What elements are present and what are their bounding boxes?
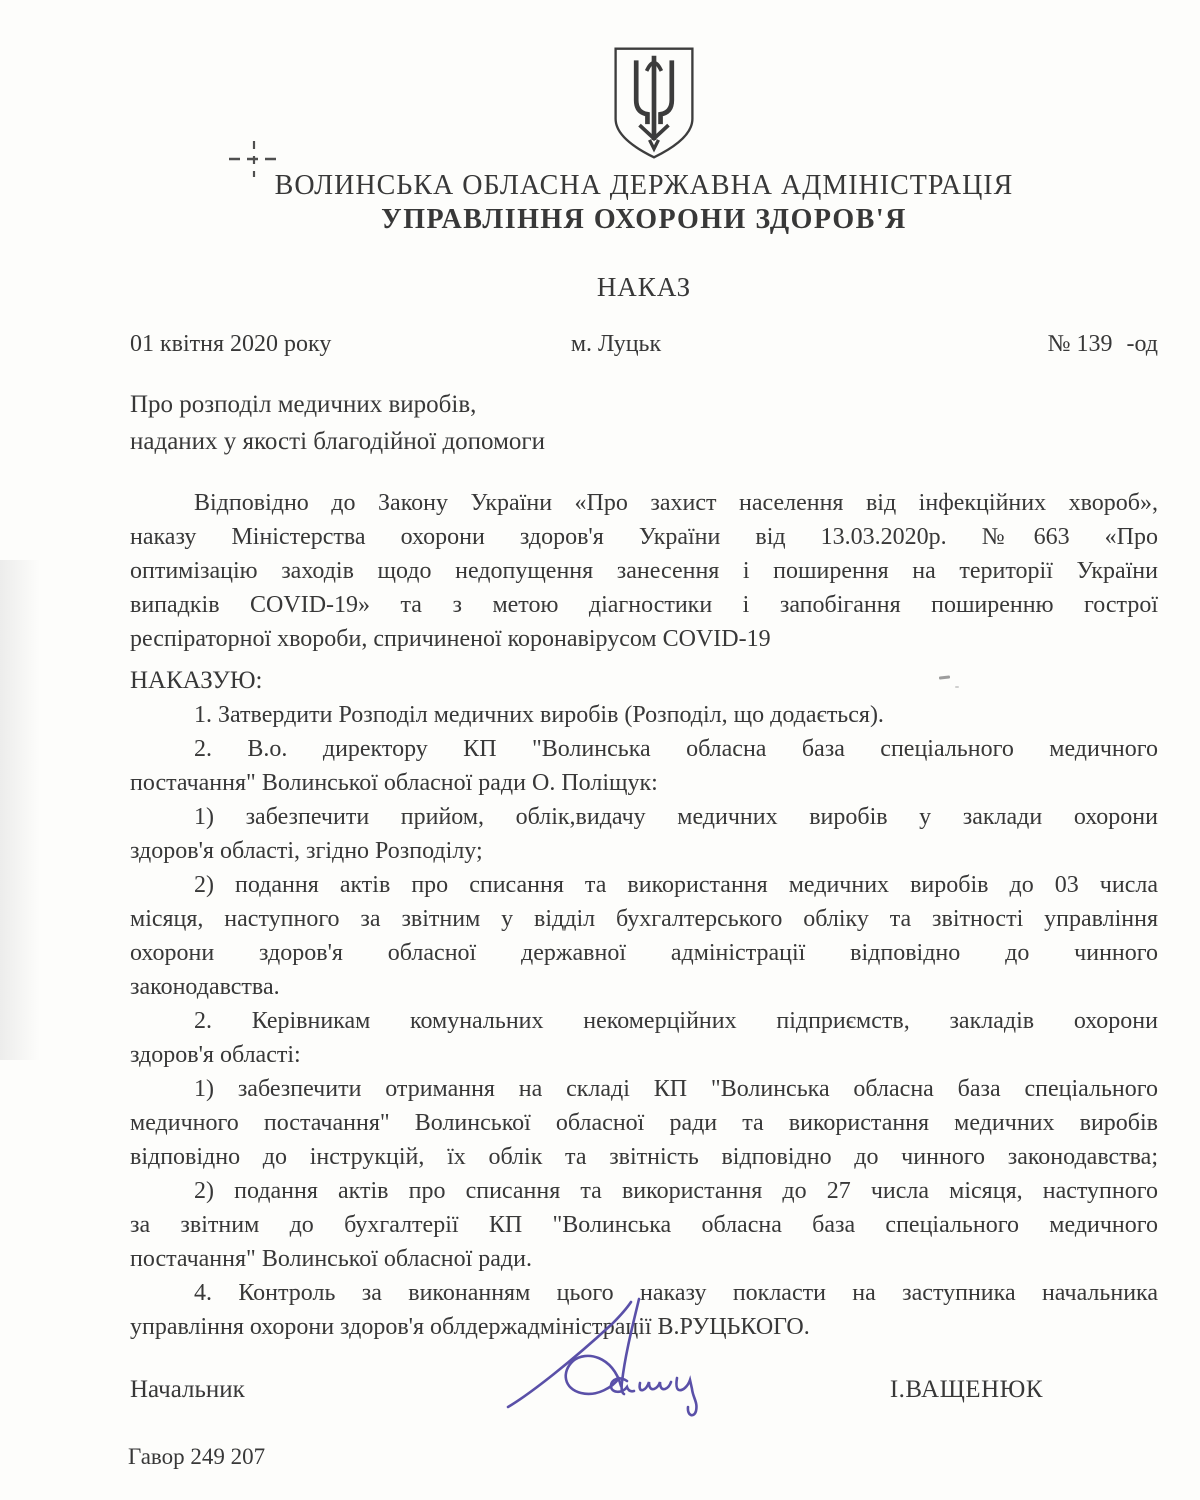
- document-type-title: НАКАЗ: [596, 272, 692, 302]
- body-line: постачання" Волинської обласної ради.: [130, 1246, 532, 1272]
- order-item-2-sub-1: [130, 800, 1158, 868]
- order-item-1: [130, 698, 1158, 732]
- signer-name: І.ВАЩЕНЮК: [889, 1376, 1043, 1403]
- body-line: 2. В.о. директору КП "Волинська обласна база спеціального медичного: [194, 736, 1158, 762]
- body-line: 1) забезпечити отримання на складі КП "Волинська обласна база спеціального: [194, 1076, 1158, 1102]
- body-line: 2) подання актів про списання та використання до 27 числа місяця, наступного: [194, 1178, 1158, 1204]
- body-line: Відповідно до Закону України «Про захист населення від інфекційних хвороб»,: [194, 490, 1158, 516]
- handwritten-signature-ink: [500, 1293, 732, 1445]
- subject-line: Про розподіл медичних виробів,: [130, 391, 477, 418]
- body-line: 1) забезпечити прийом, облік,видачу медичних виробів у заклади охорони: [194, 804, 1158, 830]
- document-number: [815, 331, 1158, 358]
- body-line: законодавства.: [130, 974, 280, 1000]
- body-line: управління охорони здоров'я облдержадміністрації В.РУЦЬКОГО.: [130, 1314, 810, 1340]
- body-line: 4. Контроль за виконанням цього наказу покласти на заступника начальника: [194, 1280, 1158, 1306]
- body-line: здоров'я області, згідно Розподілу;: [130, 838, 483, 864]
- body-line: здоров'я області:: [130, 1042, 301, 1068]
- body-line: респіраторної хвороби, спричиненої коронавірусом COVID-19: [130, 626, 771, 652]
- signature-block: [130, 1376, 1158, 1404]
- body-line: 1. Затвердити Розподіл медичних виробів (Розподіл, що додається).: [194, 702, 884, 728]
- document-subject: [130, 386, 545, 460]
- order-item-3-sub-2: [130, 1174, 1158, 1276]
- executor-reference: Гавор 249 207: [128, 1444, 266, 1469]
- body-line: за звітним до бухгалтерії КП "Волинська обласна база спеціального медичного: [130, 1212, 1158, 1238]
- order-item-2: [130, 732, 1158, 800]
- intro-paragraph: [130, 486, 1158, 656]
- body-line: медичного постачання" Волинської обласної ради та використання медичних виробів: [130, 1110, 1158, 1136]
- order-item-2-sub-2: [130, 868, 1158, 1004]
- body-line: охорони здоров'я обласної державної адміністрації відповідно до чинного: [130, 940, 1158, 966]
- body-line: оптимізацію заходів щодо недопущення занесення і поширення на території України: [130, 558, 1158, 584]
- ukraine-trident-emblem-icon: [607, 44, 701, 162]
- document-city: м. Луцьк: [570, 331, 662, 357]
- body-line: місяця, наступного за звітним у відділ бухгалтерського обліку та звітності управління: [130, 906, 1158, 932]
- department-name: УПРАВЛІННЯ ОХОРОНИ ЗДОРОВ'Я: [381, 204, 907, 235]
- document-number-value: № 139: [1047, 331, 1113, 357]
- date-place-number-row: [130, 331, 1158, 358]
- document-body: [130, 486, 1158, 1344]
- organization-name: ВОЛИНСЬКА ОБЛАСНА ДЕРЖАВНА АДМІНІСТРАЦІЯ: [274, 170, 1014, 201]
- order-item-3-sub-1: [130, 1072, 1158, 1174]
- subject-line: наданих у якості благодійної допомоги: [130, 428, 546, 455]
- body-line: 2) подання актів про списання та використання медичних виробів до 03 числа: [194, 872, 1158, 898]
- body-line: наказу Міністерства охорони здоров'я України від 13.03.2020р. №663 «Про: [130, 524, 1158, 550]
- signer-position: Начальник: [130, 1376, 245, 1403]
- order-item-3: [130, 1004, 1158, 1072]
- body-line: 2. Керівникам комунальних некомерційних підприємств, закладів охорони: [194, 1008, 1158, 1034]
- body-line: відповідно до інструкцій, їх облік та звітність відповідно до чинного законодавства;: [130, 1144, 1158, 1170]
- body-line: постачання" Волинської обласної ради О. Поліщук:: [130, 770, 658, 796]
- order-keyword: НАКАЗУЮ:: [130, 667, 263, 694]
- body-line: випадків COVID-19» та з метою діагностики і запобігання поширенню гострої: [130, 592, 1158, 618]
- document-date: 01 квітня 2020 року: [130, 331, 332, 357]
- document-number-suffix: -од: [1126, 331, 1159, 357]
